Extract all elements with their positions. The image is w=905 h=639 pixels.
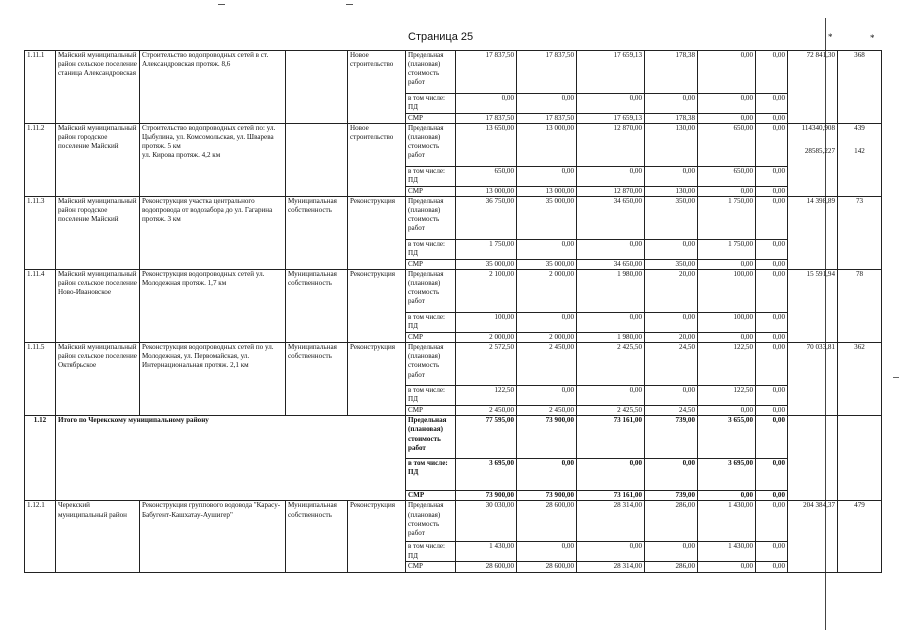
table-row xyxy=(25,51,882,94)
value-cell: 0,00 xyxy=(517,167,577,187)
value-cell: 1 750,00 xyxy=(698,240,756,260)
investment-table xyxy=(24,50,882,573)
quantity-cell xyxy=(838,51,882,124)
smr-label: СМР xyxy=(406,333,456,343)
value-cell: 0,00 xyxy=(698,260,756,270)
quantity-cell-line: 368 xyxy=(854,51,865,59)
object-cell xyxy=(140,270,286,343)
value-cell: 178,38 xyxy=(645,51,698,94)
value-cell: 0,00 xyxy=(756,260,788,270)
table-row xyxy=(25,501,882,542)
value-cell: 0,00 xyxy=(756,406,788,416)
value-cell: 12 870,00 xyxy=(577,187,645,197)
value-cell: 2 450,00 xyxy=(456,406,517,416)
kind-cell: Реконструкция xyxy=(348,343,406,416)
pd-label: в том числе: ПД xyxy=(406,240,456,260)
value-cell: 0,00 xyxy=(698,94,756,114)
value-cell: 34 650,00 xyxy=(577,260,645,270)
value-cell: 0,00 xyxy=(645,313,698,333)
value-cell: 1 430,00 xyxy=(698,501,756,542)
row-number: 1.11.3 xyxy=(25,197,56,270)
row-number: 1.11.1 xyxy=(25,51,56,124)
value-cell: 13 650,00 xyxy=(456,124,517,167)
value-cell: 35 000,00 xyxy=(517,260,577,270)
value-cell: 0,00 xyxy=(517,240,577,260)
value-cell: 73 900,00 xyxy=(517,491,577,501)
value-cell: 0,00 xyxy=(756,542,788,562)
value-cell: 35 000,00 xyxy=(456,260,517,270)
value-cell: 739,00 xyxy=(645,416,698,459)
table-row xyxy=(25,270,882,313)
object-cell xyxy=(140,197,286,270)
quantity-cell xyxy=(838,343,882,416)
scan-tick-mark xyxy=(893,377,899,378)
value-cell: 1 430,00 xyxy=(698,542,756,562)
corner-mark-left: * xyxy=(828,32,833,42)
value-cell: 73 161,00 xyxy=(577,491,645,501)
object-cell-line: ул. Кирова протяж. 4,2 км xyxy=(142,151,221,160)
kind-cell: Новое строительство xyxy=(348,51,406,124)
value-cell: 3 695,00 xyxy=(698,459,756,491)
value-cell: 0,00 xyxy=(756,197,788,240)
value-cell: 0,00 xyxy=(645,459,698,491)
value-cell: 0,00 xyxy=(645,386,698,406)
pd-label: в том числе: ПД xyxy=(406,313,456,333)
value-cell: 0,00 xyxy=(577,542,645,562)
value-cell: 0,00 xyxy=(577,313,645,333)
value-cell: 1 430,00 xyxy=(456,542,517,562)
quantity-cell-line: 73 xyxy=(855,197,864,206)
ownership-cell: Муниципальная собственность xyxy=(286,501,348,572)
value-cell: 17 837,50 xyxy=(456,51,517,94)
value-cell: 0,00 xyxy=(698,333,756,343)
cost-label: Предельная (плановая) стоимость работ xyxy=(406,270,456,313)
capacity-cell xyxy=(788,343,838,416)
object-cell-line: Реконструкция водопроводных сетей по ул. Молодежная, ул. Первомайская, ул. Интернациональная протяж. 2,1 км xyxy=(142,343,274,370)
value-cell: 0,00 xyxy=(756,386,788,406)
value-cell: 286,00 xyxy=(645,501,698,542)
kind-cell: Новое строительство xyxy=(348,124,406,197)
value-cell: 12 870,00 xyxy=(577,124,645,167)
capacity-cell-line: 114340,908 xyxy=(801,124,835,133)
value-cell: 0,00 xyxy=(698,51,756,94)
ownership-cell: Муниципальная собственность xyxy=(286,197,348,270)
total-title: Итого по Черекскому муниципальному району xyxy=(56,416,406,501)
capacity-cell-line: 204 384,37 xyxy=(803,501,835,510)
value-cell: 28 600,00 xyxy=(456,562,517,572)
value-cell: 0,00 xyxy=(756,313,788,333)
value-cell: 36 750,00 xyxy=(456,197,517,240)
quantity-cell-line: 362 xyxy=(854,343,865,352)
smr-label: СМР xyxy=(406,491,456,501)
capacity-cell xyxy=(788,270,838,343)
value-cell: 0,00 xyxy=(577,94,645,114)
value-cell: 13 000,00 xyxy=(517,124,577,167)
capacity-cell-line: 72 841,30 xyxy=(806,51,835,59)
municipality-cell: Майский муниципальный район сельское поселение станица Александровская xyxy=(56,51,140,124)
value-cell: 17 837,50 xyxy=(456,114,517,124)
kind-cell: Реконструкция xyxy=(348,501,406,572)
municipality-cell: Майский муниципальный район городское поселение Майский xyxy=(56,197,140,270)
cost-label: Предельная (плановая) стоимость работ xyxy=(406,51,456,94)
value-cell: 350,00 xyxy=(645,197,698,240)
value-cell: 0,00 xyxy=(756,167,788,187)
municipality-cell: Майский муниципальный район сельское поселение Ново-Ивановское xyxy=(56,270,140,343)
quantity-cell-line: 439 xyxy=(854,124,865,133)
quantity-cell xyxy=(838,124,882,197)
value-cell: 35 000,00 xyxy=(517,197,577,240)
object-cell xyxy=(140,51,286,124)
value-cell: 130,00 xyxy=(645,124,698,167)
value-cell: 73 900,00 xyxy=(517,416,577,459)
row-number: 1.11.5 xyxy=(25,343,56,416)
value-cell: 0,00 xyxy=(698,187,756,197)
ownership-cell: Муниципальная собственность xyxy=(286,270,348,343)
table-row xyxy=(25,124,882,167)
kind-cell: Реконструкция xyxy=(348,270,406,343)
capacity-cell-line: 15 591,94 xyxy=(806,270,835,279)
value-cell: 0,00 xyxy=(698,114,756,124)
value-cell: 17 659,13 xyxy=(577,51,645,94)
value-cell: 0,00 xyxy=(645,542,698,562)
value-cell: 650,00 xyxy=(698,124,756,167)
value-cell: 2 450,00 xyxy=(517,406,577,416)
cost-label: Предельная (плановая) стоимость работ xyxy=(406,197,456,240)
value-cell: 0,00 xyxy=(756,343,788,386)
value-cell: 20,00 xyxy=(645,333,698,343)
cost-label: Предельная (плановая) стоимость работ xyxy=(406,124,456,167)
value-cell: 100,00 xyxy=(698,313,756,333)
smr-label: СМР xyxy=(406,260,456,270)
value-cell: 178,38 xyxy=(645,114,698,124)
value-cell: 24,50 xyxy=(645,406,698,416)
pd-label: в том числе: ПД xyxy=(406,542,456,562)
value-cell: 0,00 xyxy=(756,459,788,491)
ownership-cell: Муниципальная собственность xyxy=(286,343,348,416)
row-number: 1.11.4 xyxy=(25,270,56,343)
value-cell: 34 650,00 xyxy=(577,197,645,240)
value-cell: 350,00 xyxy=(645,260,698,270)
empty-cell xyxy=(788,416,838,501)
cost-label: Предельная (плановая) стоимость работ xyxy=(406,416,456,459)
capacity-cell xyxy=(788,124,838,197)
value-cell: 650,00 xyxy=(456,167,517,187)
value-cell: 0,00 xyxy=(517,386,577,406)
value-cell: 0,00 xyxy=(756,270,788,313)
scan-dash-left xyxy=(218,4,225,5)
value-cell: 2 450,00 xyxy=(517,343,577,386)
value-cell: 73 900,00 xyxy=(456,491,517,501)
object-cell xyxy=(140,124,286,197)
value-cell: 739,00 xyxy=(645,491,698,501)
value-cell: 1 980,00 xyxy=(577,333,645,343)
smr-label: СМР xyxy=(406,406,456,416)
value-cell: 0,00 xyxy=(756,562,788,572)
value-cell: 77 595,00 xyxy=(456,416,517,459)
cost-label: Предельная (плановая) стоимость работ xyxy=(406,343,456,386)
municipality-cell: Черекский муниципальный район xyxy=(56,501,140,572)
value-cell: 0,00 xyxy=(645,240,698,260)
value-cell: 0,00 xyxy=(756,491,788,501)
scan-dash-right xyxy=(346,4,353,5)
value-cell: 2 000,00 xyxy=(517,270,577,313)
value-cell: 0,00 xyxy=(756,124,788,167)
quantity-cell-line: 78 xyxy=(855,270,864,279)
value-cell: 30 030,00 xyxy=(456,501,517,542)
capacity-cell-line: 28585,227 xyxy=(804,147,835,156)
value-cell: 1 980,00 xyxy=(577,270,645,313)
value-cell: 24,50 xyxy=(645,343,698,386)
row-number: 1.12.1 xyxy=(25,501,56,572)
value-cell: 0,00 xyxy=(645,167,698,187)
capacity-cell xyxy=(788,51,838,124)
value-cell: 28 314,00 xyxy=(577,562,645,572)
object-cell-line: Строительство водопроводных сетей по: ул. Цыбулина, ул. Комсомольская, ул. Шварева протяж. 5 км xyxy=(142,124,276,151)
row-number: 1.11.2 xyxy=(25,124,56,197)
value-cell: 2 572,50 xyxy=(456,343,517,386)
value-cell: 0,00 xyxy=(756,501,788,542)
value-cell: 2 100,00 xyxy=(456,270,517,313)
value-cell: 20,00 xyxy=(645,270,698,313)
value-cell: 28 314,00 xyxy=(577,501,645,542)
ownership-cell xyxy=(286,124,348,197)
value-cell: 0,00 xyxy=(756,333,788,343)
quantity-cell xyxy=(838,270,882,343)
value-cell: 100,00 xyxy=(698,270,756,313)
value-cell: 0,00 xyxy=(517,542,577,562)
value-cell: 130,00 xyxy=(645,187,698,197)
pd-label: в том числе: ПД xyxy=(406,94,456,114)
value-cell: 17 659,13 xyxy=(577,114,645,124)
table-row xyxy=(25,416,882,459)
pd-label: в том числе: ПД xyxy=(406,167,456,187)
value-cell: 122,50 xyxy=(698,386,756,406)
cost-label: Предельная (плановая) стоимость работ xyxy=(406,501,456,542)
page-title: Страница 25 xyxy=(408,31,474,43)
smr-label: СМР xyxy=(406,187,456,197)
value-cell: 0,00 xyxy=(577,386,645,406)
quantity-cell xyxy=(838,501,882,572)
corner-mark-right: * xyxy=(870,33,875,43)
value-cell: 3 655,00 xyxy=(698,416,756,459)
empty-cell xyxy=(838,416,882,501)
smr-label: СМР xyxy=(406,562,456,572)
table-row xyxy=(25,343,882,386)
row-number: 1.12 xyxy=(25,416,56,501)
value-cell: 122,50 xyxy=(456,386,517,406)
value-cell: 0,00 xyxy=(456,94,517,114)
value-cell: 0,00 xyxy=(698,491,756,501)
value-cell: 100,00 xyxy=(456,313,517,333)
value-cell: 0,00 xyxy=(577,240,645,260)
pd-label: в том числе: ПД xyxy=(406,459,456,491)
quantity-cell xyxy=(838,197,882,270)
value-cell: 0,00 xyxy=(517,459,577,491)
value-cell: 13 000,00 xyxy=(517,187,577,197)
municipality-cell: Майский муниципальный район городское поселение Майский xyxy=(56,124,140,197)
value-cell: 0,00 xyxy=(756,94,788,114)
value-cell: 17 837,50 xyxy=(517,114,577,124)
capacity-cell xyxy=(788,197,838,270)
ownership-cell xyxy=(286,51,348,124)
value-cell: 0,00 xyxy=(645,94,698,114)
value-cell: 650,00 xyxy=(698,167,756,187)
value-cell: 13 000,00 xyxy=(456,187,517,197)
value-cell: 2 425,50 xyxy=(577,343,645,386)
value-cell: 0,00 xyxy=(756,240,788,260)
value-cell: 0,00 xyxy=(517,313,577,333)
pd-label: в том числе: ПД xyxy=(406,386,456,406)
value-cell: 3 695,00 xyxy=(456,459,517,491)
value-cell: 73 161,00 xyxy=(577,416,645,459)
table-row xyxy=(25,197,882,240)
value-cell: 0,00 xyxy=(756,51,788,94)
value-cell: 2 000,00 xyxy=(517,333,577,343)
municipality-cell: Майский муниципальный район сельское поселение Октябрьское xyxy=(56,343,140,416)
value-cell: 0,00 xyxy=(756,187,788,197)
object-cell xyxy=(140,501,286,572)
object-cell-line: Реконструкция водопроводных сетей ул. Молодежная протяж. 1,7 км xyxy=(142,270,265,288)
object-cell xyxy=(140,343,286,416)
capacity-cell xyxy=(788,501,838,572)
value-cell: 28 600,00 xyxy=(517,501,577,542)
value-cell: 0,00 xyxy=(756,114,788,124)
value-cell: 1 750,00 xyxy=(698,197,756,240)
value-cell: 0,00 xyxy=(698,406,756,416)
smr-label: СМР xyxy=(406,114,456,124)
object-cell-line: Реконструкция участка центрального водопровода от водозабора до ул. Гагарина протяж. 3 км xyxy=(142,197,273,224)
value-cell: 0,00 xyxy=(577,167,645,187)
capacity-cell-line: 14 398,89 xyxy=(806,197,835,206)
kind-cell: Реконструкция xyxy=(348,197,406,270)
object-cell-line: Строительство водопроводных сетей в ст. Александровская протяж. 8,6 xyxy=(142,51,269,69)
value-cell: 286,00 xyxy=(645,562,698,572)
quantity-cell-line: 142 xyxy=(854,147,865,156)
value-cell: 17 837,50 xyxy=(517,51,577,94)
quantity-cell-line: 479 xyxy=(854,501,865,510)
value-cell: 2 000,00 xyxy=(456,333,517,343)
object-cell-line: Реконструкция группового водовода "Карасу-Бабугент-Кашхатау-Аушигер" xyxy=(142,501,281,519)
capacity-cell-line: 70 033,81 xyxy=(806,343,835,352)
value-cell: 0,00 xyxy=(756,416,788,459)
value-cell: 0,00 xyxy=(577,459,645,491)
value-cell: 28 600,00 xyxy=(517,562,577,572)
value-cell: 2 425,50 xyxy=(577,406,645,416)
value-cell: 122,50 xyxy=(698,343,756,386)
value-cell: 0,00 xyxy=(698,562,756,572)
value-cell: 0,00 xyxy=(517,94,577,114)
value-cell: 1 750,00 xyxy=(456,240,517,260)
